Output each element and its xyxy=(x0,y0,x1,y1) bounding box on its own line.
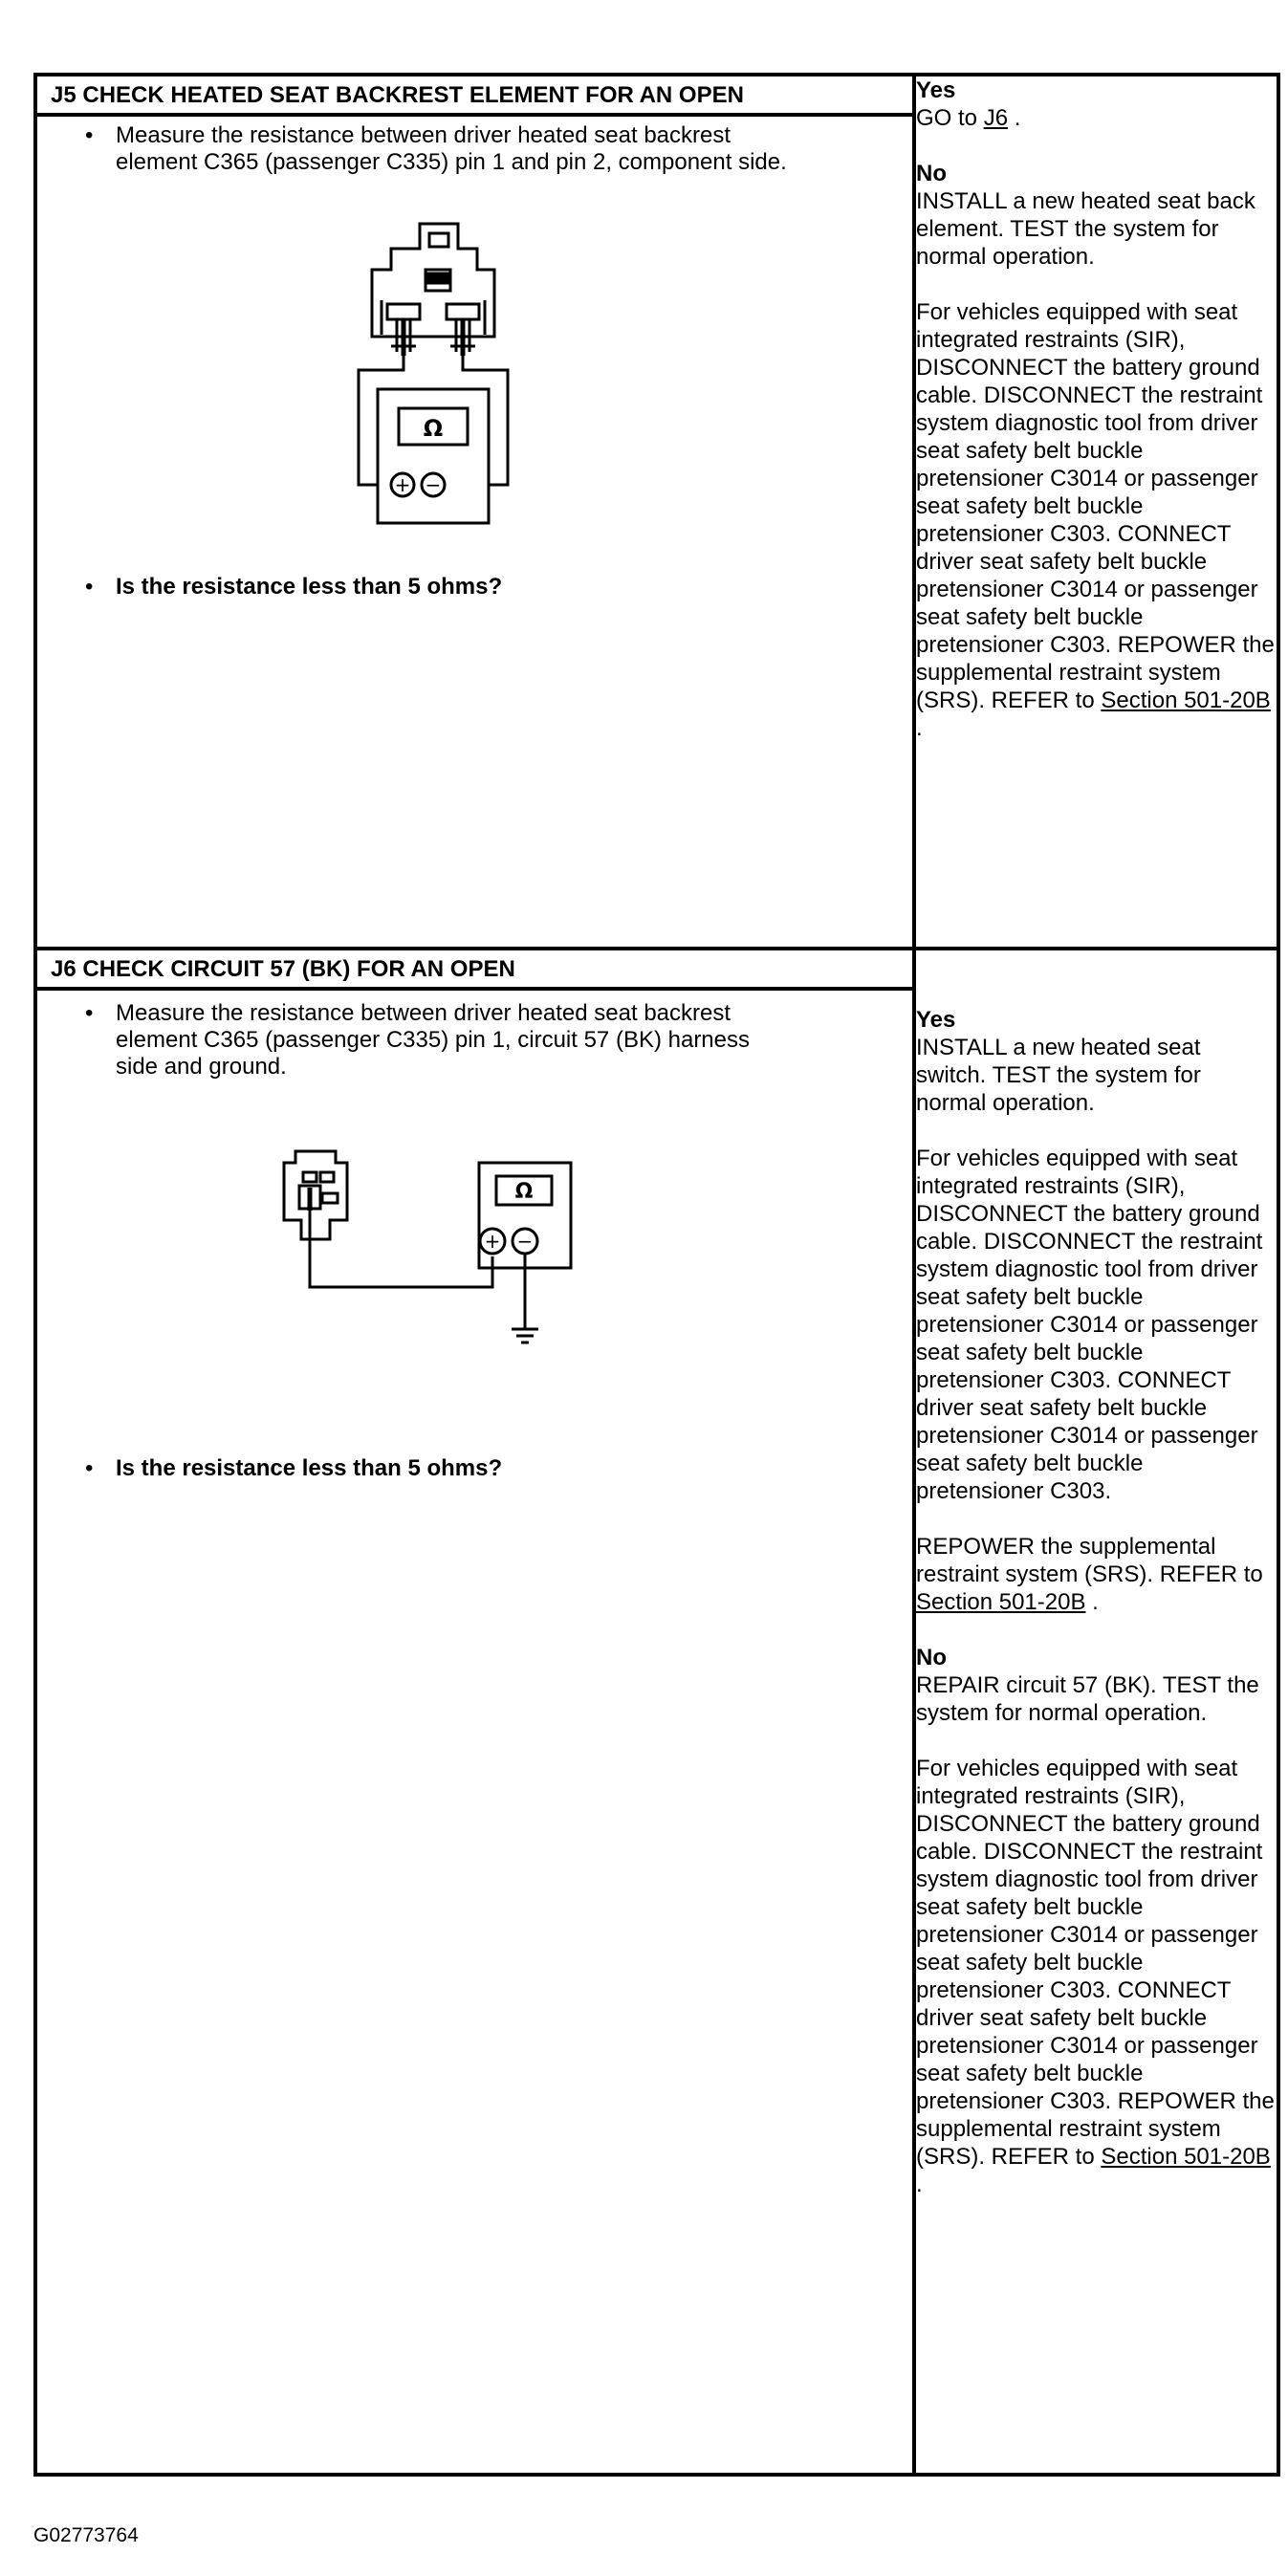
bullet-dot: • xyxy=(85,1000,94,1026)
step-j6-yes-action: INSTALL a new heated seat switch. TEST the system for normal operation. xyxy=(916,1035,1201,1116)
step-j5-question-text: Is the resistance less than 5 ohms? xyxy=(116,574,503,600)
section-501-20b-link[interactable]: Section 501-20B xyxy=(916,1589,1086,1615)
step-j5-no-label: No xyxy=(916,161,947,186)
step-j5-instruction-line1: Measure the resistance between driver heated seat backrest xyxy=(116,122,731,148)
step-j6-left-cell xyxy=(35,949,914,2475)
step-j6-no-sir-text: For vehicles equipped with seat integrated restraints (SIR), DISCONNECT the battery ground cable. DISCONNECT the restraint system diagnostic tool from driver seat safety belt buckle pretensioner C3014 or passenger seat safety belt buckle pretensioner C303. CONNECT driver seat safety belt buckle pretensioner C3014 or passenger seat safety belt buckle pretensioner C303. REPOWER the supplemental restraint system (SRS). REFER to xyxy=(916,1756,1275,2170)
step-j5-no-action: INSTALL a new heated seat back element. TEST the system for normal operation. xyxy=(916,188,1255,270)
step-j5-no-sir-suffix: . xyxy=(916,715,923,741)
step-j5-meter-ohm: Ω xyxy=(423,415,444,442)
bullet-dot: • xyxy=(85,574,94,600)
bullet-dot: • xyxy=(85,122,94,148)
step-j6-yes-repower-suffix: . xyxy=(1085,1589,1099,1615)
step-j6-no-action: REPAIR circuit 57 (BK). TEST the system for normal operation. xyxy=(916,1672,1259,1726)
step-row-j6 xyxy=(35,949,1278,2475)
step-j5-meter-plus: + xyxy=(394,473,411,496)
step-j5-title: J5 CHECK HEATED SEAT BACKREST ELEMENT FOR AN OPEN xyxy=(37,76,912,117)
diagnostic-table xyxy=(33,73,1280,2477)
step-j6-body xyxy=(37,991,912,2473)
step-j6-meter-plus: + xyxy=(484,1230,501,1253)
step-j6-no-sir-suffix: . xyxy=(916,2172,923,2197)
bullet-dot: • xyxy=(85,1455,94,1481)
step-j6-result-cell xyxy=(914,949,1278,2475)
step-j6-connector-meter-diagram xyxy=(257,1144,573,1364)
step-j6-yes-repower-text: REPOWER the supplemental restraint system (SRS). REFER to xyxy=(916,1534,1263,1587)
step-j6-title: J6 CHECK CIRCUIT 57 (BK) FOR AN OPEN xyxy=(37,950,912,991)
step-j5-result-cell xyxy=(914,75,1278,949)
step-j5-no-sir-text: For vehicles equipped with seat integrated restraints (SIR), DISCONNECT the battery ground cable. DISCONNECT the restraint system diagnostic tool from driver seat safety belt buckle pretensioner C3014 or passenger seat safety belt buckle pretensioner C303. CONNECT driver seat safety belt buckle pretensioner C3014 or passenger seat safety belt buckle pretensioner C303. REPOWER the supplemental restraint system (SRS). REFER to xyxy=(916,299,1275,713)
step-j6-instruction-line2: element C365 (passenger C335) pin 1, circuit 57 (BK) harness xyxy=(116,1027,750,1053)
step-j6-instruction-line3: side and ground. xyxy=(116,1054,287,1080)
goto-j6-link[interactable]: J6 xyxy=(983,105,1009,131)
step-j6-yes-sir-text: For vehicles equipped with seat integrated restraints (SIR), DISCONNECT the battery ground cable. DISCONNECT the restraint system diagnostic tool from driver seat safety belt buckle pretensioner C3014 or passenger seat safety belt buckle pretensioner C303. CONNECT driver seat safety belt buckle pretensioner C3014 or passenger seat safety belt buckle pretensioner C303. xyxy=(916,1146,1263,1504)
step-j6-no-label: No xyxy=(916,1645,947,1670)
step-j6-instruction-line1: Measure the resistance between driver heated seat backrest xyxy=(116,1000,731,1026)
section-501-20b-link[interactable]: Section 501-20B xyxy=(1101,2144,1271,2170)
step-j5-left-cell xyxy=(35,75,914,949)
step-j6-meter-minus: − xyxy=(516,1230,534,1253)
step-j6-meter-ohm: Ω xyxy=(514,1180,534,1204)
step-j5-body xyxy=(37,117,912,947)
step-j5-connector-meter-diagram xyxy=(324,212,515,528)
step-row-j5 xyxy=(35,75,1278,949)
figure-id: G02773764 xyxy=(33,2524,139,2546)
section-501-20b-link[interactable]: Section 501-20B xyxy=(1101,688,1271,713)
step-j6-yes-label: Yes xyxy=(916,1007,956,1033)
step-j5-yes-label: Yes xyxy=(916,77,956,103)
step-j5-instruction-line2: element C365 (passenger C335) pin 1 and pin 2, component side. xyxy=(116,149,787,175)
step-j5-yes-goto-prefix: GO to xyxy=(916,105,984,131)
step-j5-yes-goto-suffix: . xyxy=(1008,105,1021,131)
step-j5-meter-minus: − xyxy=(425,473,442,496)
step-j6-question-text: Is the resistance less than 5 ohms? xyxy=(116,1455,503,1481)
